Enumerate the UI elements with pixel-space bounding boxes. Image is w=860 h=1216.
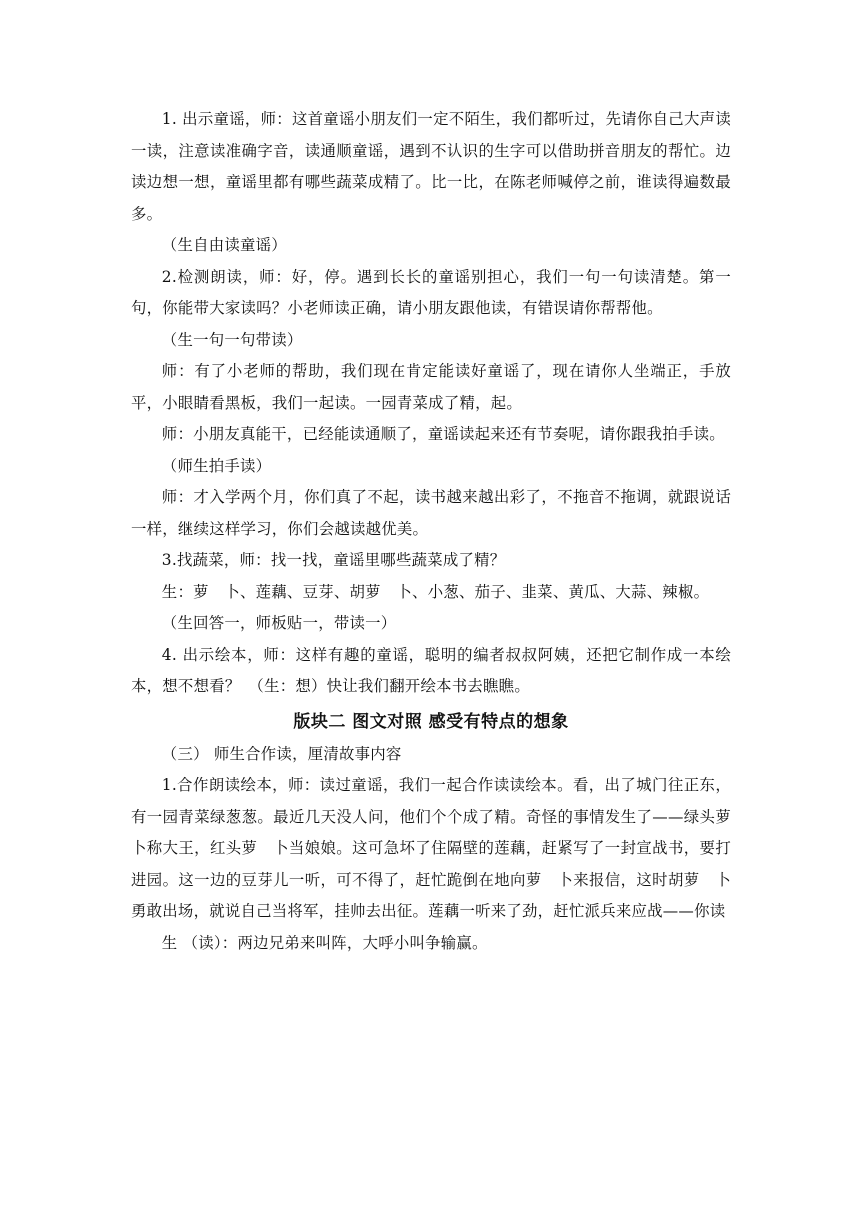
paragraph-cooperative-reading-heading: （三） 师生合作读，厘清故事内容 [161, 744, 402, 763]
paragraph-step1-cooperative-reading: 1.合作朗读绘本，师：读过童谣，我们一起合作读读绘本。看，出了城门往正东，有一园青菜绿葱葱。最近几天没人问，他们个个成了精。奇怪的事情发生了——绿头萝 卜称大王，红头萝 卜当娘娘。这可急坏了住隔壁的莲藕，赶紧写了一封宣战书，要打进园。这一边的豆芽儿一听，可不得了，赶忙跪倒在地向萝 卜来报信，这时胡萝 卜勇敢出场，就说自己当将军，挂帅去出征。莲藕一听来了劲，赶忙派兵来应战——你读 [131, 776, 747, 920]
paragraph-read-together: 师：有了小老师的帮助，我们现在肯定能读好童谣了，现在请你人坐端正，手放平，小眼睛看黑板，我们一起读。一园青菜成了精，起。 [131, 362, 731, 412]
paragraph-student-reading: 生 （读）：两边兄弟来叫阵，大呼小叫争输赢。 [161, 933, 488, 952]
paragraph-step4-picture-book: 4. 出示绘本，师：这样有趣的童谣，聪明的编者叔叔阿姨，还把它制作成一本绘本，想不想看？ （生：想）快让我们翻开绘本书去瞧瞧。 [131, 645, 731, 695]
paragraph-step3-find-vegetables: 3.找蔬菜，师：找一找，童谣里哪些蔬菜成了精？ [161, 551, 506, 569]
section-title: 版块二 图文对照 感受有特点的想象 [293, 711, 569, 732]
paragraph-vegetable-list: 生：萝 卜、莲藕、豆芽、胡萝 卜、小葱、茄子、韭菜、黄瓜、大蒜、辣椒。 [161, 582, 710, 601]
paragraph-answer-board: （生回答一，师板贴一，带读一） [161, 614, 397, 632]
paragraph-clap-reading: （师生拍手读） [161, 456, 272, 475]
document-body [131, 104, 747, 959]
paragraph-clap-rhythm: 师：小朋友真能干，已经能读通顺了，童谣读起来还有节奏呢，请你跟我拍手读。 [161, 425, 725, 443]
paragraph-step1-show-rhyme: 1. 出示童谣，师：这首童谣小朋友们一定不陌生，我们都听过，先请你自己大声读一读，注意读准确字音，读通顺童谣，遇到不认识的生字可以借助拼音朋友的帮忙。边读边想一想，童谣里都有哪些蔬菜成精了。比一比，在陈老师喊停之前，谁读得遍数最多。 [131, 110, 731, 223]
paragraph-free-reading: （生自由读童谣） [161, 236, 287, 254]
paragraph-step2-check-reading: 2.检测朗读，师：好，停。遇到长长的童谣别担心，我们一句一句读清楚。第一句，你能带大家读吗？小老师读正确，请小朋友跟他读，有错误请你帮帮他。 [131, 267, 731, 317]
paragraph-praise: 师：才入学两个月，你们真了不起，读书越来越出彩了，不拖音不拖调，就跟说话一样，继续这样学习，你们会越读越优美。 [131, 488, 731, 538]
paragraph-line-by-line: （生一句一句带读） [161, 330, 303, 349]
